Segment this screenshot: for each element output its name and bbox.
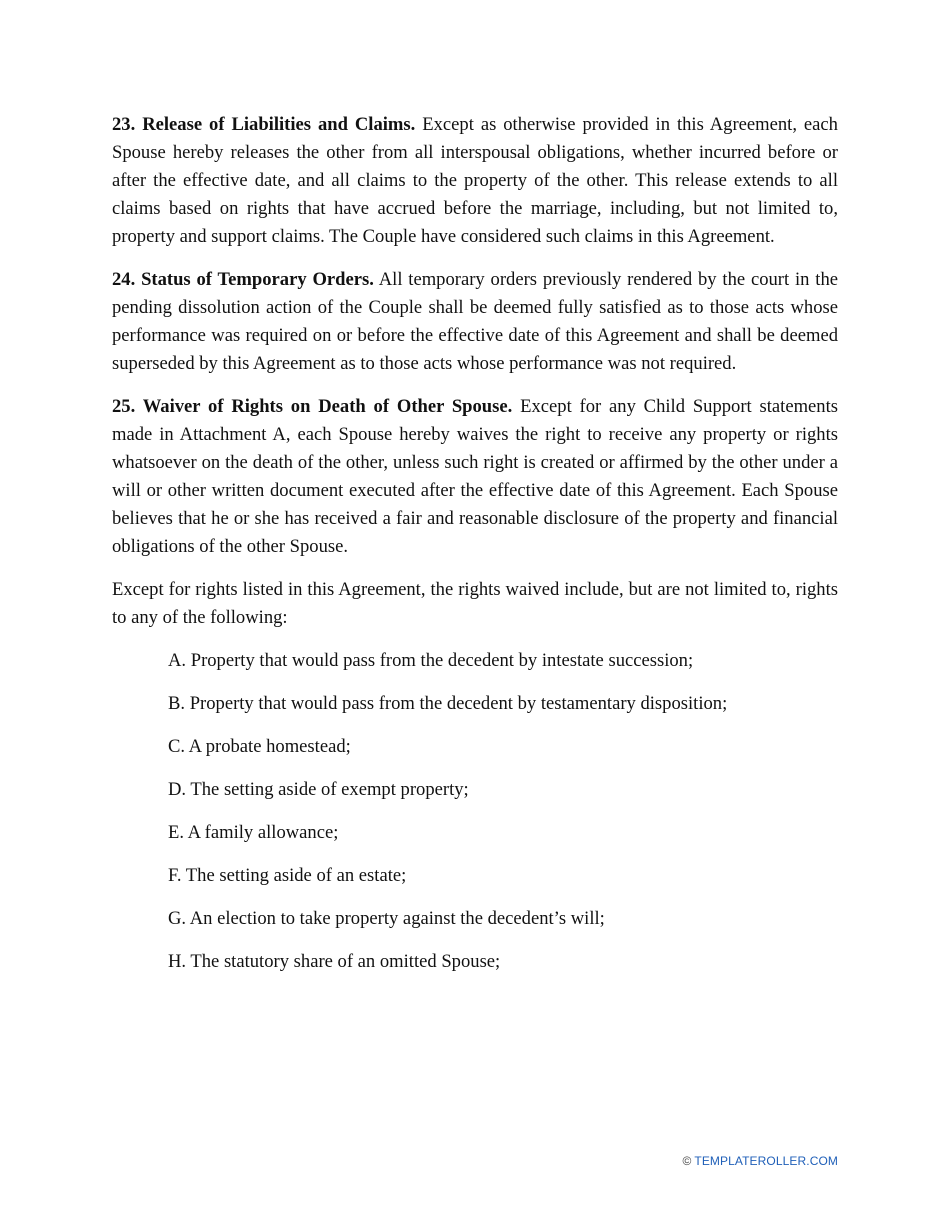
list-item: B. Property that would pass from the decedent by testamentary disposition; [168, 693, 728, 714]
section-heading: 23. Release of Liabilities and Claims. [112, 114, 416, 135]
section-body: All temporary orders previously rendered by the court in the pending dissolution action of the Couple shall be deemed fully satisfied as to those acts whose performance was required on or before the effective date of this Agreement and shall be deemed superseded by this Agreement as to those acts whose performance was not required. [112, 269, 838, 374]
list-item: H. The statutory share of an omitted Spouse; [168, 951, 501, 972]
list-item: D. The setting aside of exempt property; [168, 779, 469, 800]
document-page [112, 111, 838, 991]
copyright-symbol: © [682, 1154, 692, 1168]
footer-site-link[interactable]: TEMPLATEROLLER.COM [694, 1154, 838, 1168]
section-24 [112, 266, 838, 378]
waived-rights-list [112, 647, 838, 976]
section-body: Except for any Child Support statements made in Attachment A, each Spouse hereby waives the right to receive any property or rights whatsoever on the death of the other, unless such right is created or affirmed by the other under a will or other written document executed after the effective date of this Agreement. Each Spouse believes that he or she has received a fair and reasonable disclosure of the property and financial obligations of the other Spouse. [112, 396, 839, 557]
list-item: C. A probate homestead; [168, 736, 351, 757]
section-body: Except as otherwise provided in this Agreement, each Spouse hereby releases the other from all interspousal obligations, whether incurred before or after the effective date, and all claims to the property of the other. This release extends to all claims based on rights that have accrued before the marriage, including, but not limited to, property and support claims. The Couple have considered such claims in this Agreement. [112, 114, 838, 247]
section-25 [112, 393, 838, 561]
waiver-intro: Except for rights listed in this Agreement, the rights waived include, but are not limited to, rights to any of the following: [112, 579, 838, 628]
list-item: A. Property that would pass from the decedent by intestate succession; [168, 650, 694, 671]
list-item: E. A family allowance; [168, 822, 339, 843]
footer-watermark [682, 1154, 838, 1168]
section-heading: 25. Waiver of Rights on Death of Other Spouse. [112, 396, 513, 417]
section-heading: 24. Status of Temporary Orders. [112, 269, 374, 290]
list-item: F. The setting aside of an estate; [168, 865, 407, 886]
section-23 [112, 111, 838, 251]
list-item: G. An election to take property against the decedent’s will; [168, 908, 605, 929]
